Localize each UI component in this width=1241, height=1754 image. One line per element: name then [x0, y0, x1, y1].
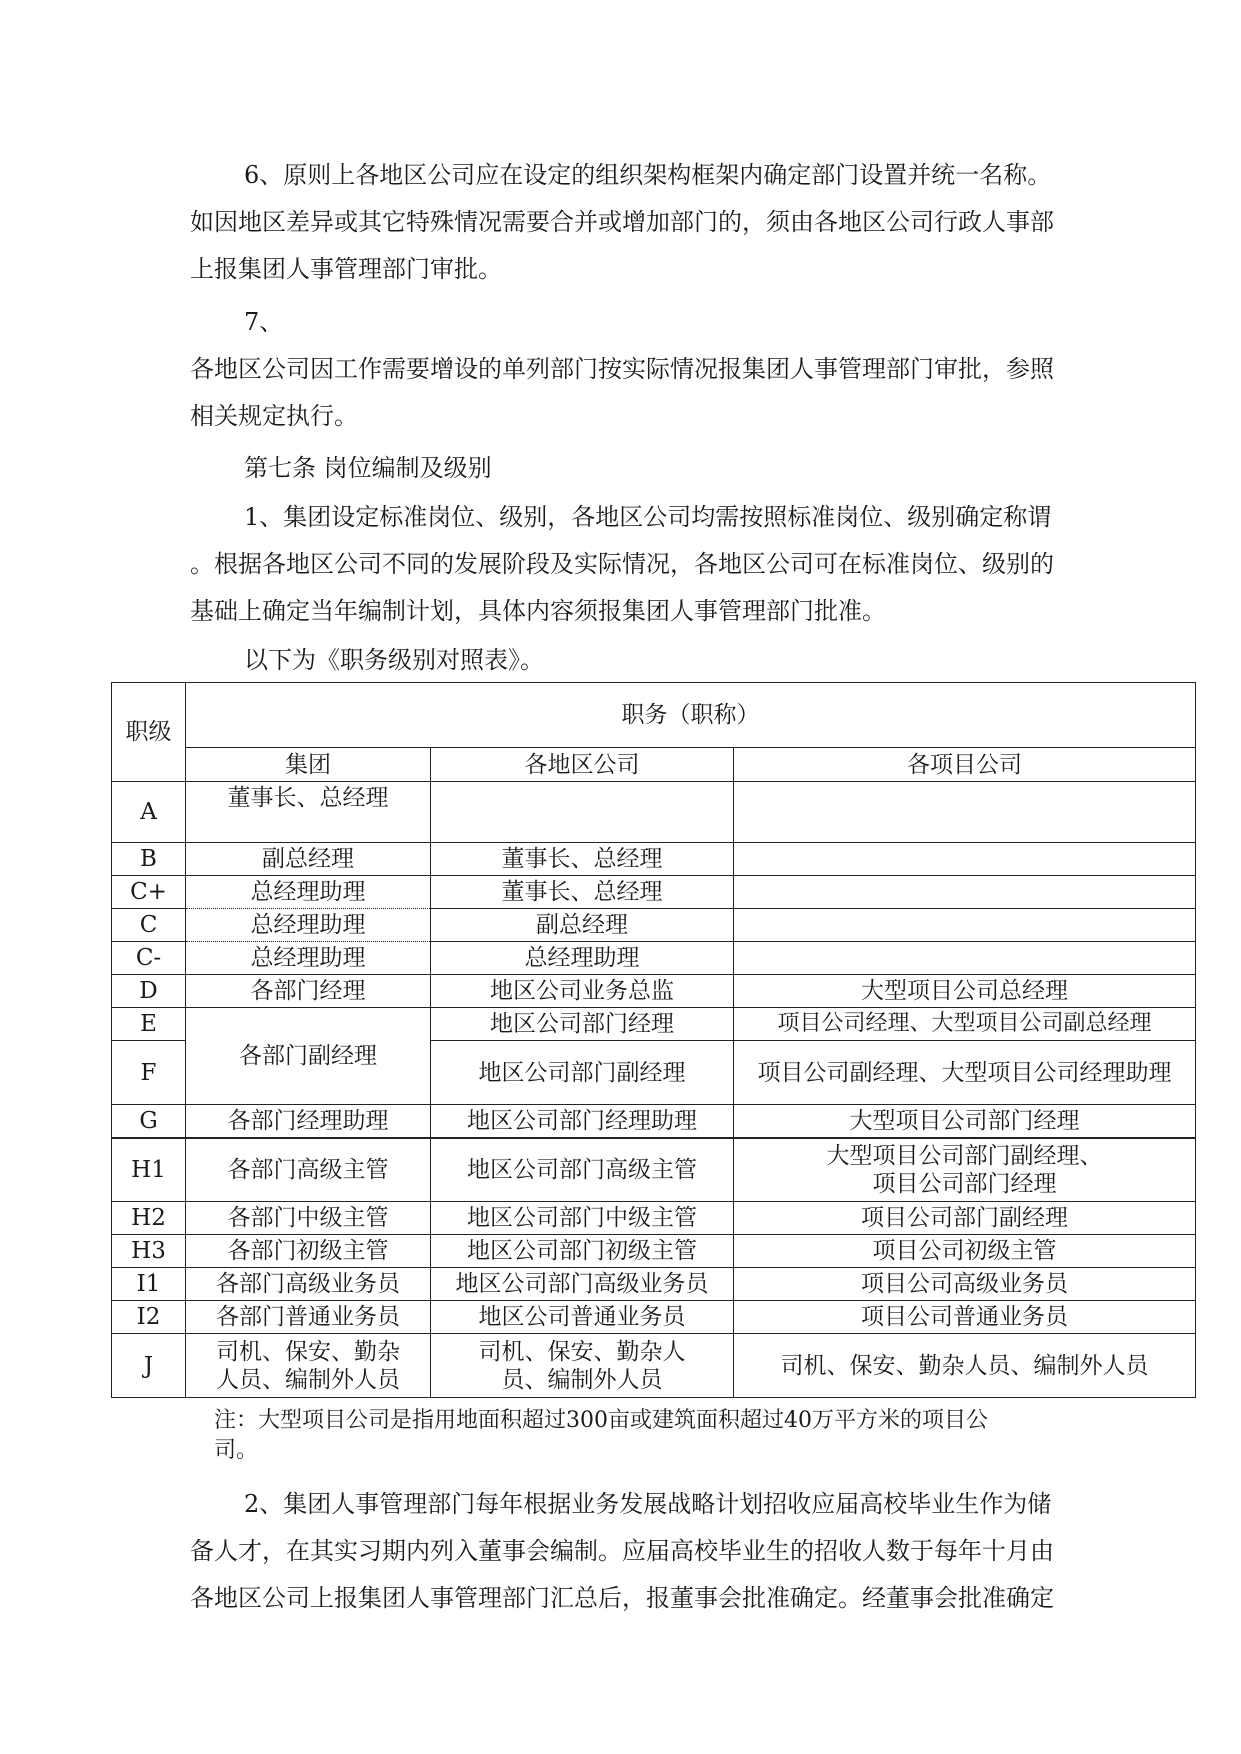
- row-b-region: 董事长、总经理: [431, 843, 734, 876]
- para6-line2: 如因地区差异或其它特殊情况需要合并或增加部门的，须由各地区公司行政人事部: [190, 208, 1054, 236]
- row-i2-grade: I2: [112, 1301, 186, 1334]
- row-i2-project: 项目公司普通业务员: [734, 1301, 1196, 1334]
- row-cplus-region: 董事长、总经理: [431, 876, 734, 909]
- grade-table: [111, 682, 1196, 1398]
- row-g-group: 各部门经理助理: [186, 1105, 431, 1138]
- row-d-region: 地区公司业务总监: [431, 975, 734, 1008]
- row-i1-grade: I1: [112, 1268, 186, 1301]
- row-cminus-region: 总经理助理: [431, 942, 734, 975]
- para7-line2: 相关规定执行。: [190, 402, 358, 430]
- row-cminus-project: [734, 942, 1196, 975]
- row-h3-group: 各部门初级主管: [186, 1235, 431, 1268]
- table-intro: 以下为《职务级别对照表》。: [244, 646, 544, 674]
- table-note-line1: 注：大型项目公司是指用地面积超过300亩或建筑面积超过40万平方米的项目公: [214, 1408, 988, 1433]
- para1-line1: 1、集团设定标准岗位、级别，各地区公司均需按照标准岗位、级别确定称谓: [244, 503, 1052, 531]
- row-e-region: 地区公司部门经理: [431, 1008, 734, 1041]
- para6-line3: 上报集团人事管理部门审批。: [190, 255, 502, 283]
- row-cplus-group: 总经理助理: [186, 876, 431, 909]
- row-a-project: [734, 782, 1196, 843]
- para1-line3: 基础上确定当年编制计划，具体内容须报集团人事管理部门批准。: [190, 597, 886, 625]
- row-h3-region: 地区公司部门初级主管: [431, 1235, 734, 1268]
- para1-line2: 。根据各地区公司不同的发展阶段及实际情况，各地区公司可在标准岗位、级别的: [190, 550, 1054, 578]
- col-header-group: 集团: [186, 748, 431, 782]
- para2-line1: 2、集团人事管理部门每年根据业务发展战略计划招收应届高校毕业生作为储: [244, 1490, 1052, 1518]
- row-a-grade: A: [112, 782, 186, 843]
- row-cplus-project: [734, 876, 1196, 909]
- row-j-grade: J: [112, 1334, 186, 1398]
- row-c-grade: C: [112, 909, 186, 942]
- row-c-region: 副总经理: [431, 909, 734, 942]
- row-h1-group: 各部门高级主管: [186, 1138, 431, 1202]
- row-c-project: [734, 909, 1196, 942]
- para6-line1: 6、原则上各地区公司应在设定的组织架构框架内确定部门设置并统一名称。: [244, 161, 1052, 189]
- row-h1-grade: H1: [112, 1138, 186, 1202]
- row-h2-grade: H2: [112, 1202, 186, 1235]
- row-i2-region: 地区公司普通业务员: [431, 1301, 734, 1334]
- row-j-group: 司机、保安、勤杂人员、编制外人员: [186, 1334, 431, 1398]
- row-i1-region: 地区公司部门高级业务员: [431, 1268, 734, 1301]
- row-cplus-grade: C+: [112, 876, 186, 909]
- row-a-region: [431, 782, 734, 843]
- row-h2-project: 项目公司部门副经理: [734, 1202, 1196, 1235]
- row-i2-group: 各部门普通业务员: [186, 1301, 431, 1334]
- row-b-project: [734, 843, 1196, 876]
- row-d-group: 各部门经理: [186, 975, 431, 1008]
- row-cminus-group: 总经理助理: [186, 942, 431, 975]
- row-g-region: 地区公司部门经理助理: [431, 1105, 734, 1138]
- col-header-project: 各项目公司: [734, 748, 1196, 782]
- row-g-project: 大型项目公司部门经理: [734, 1105, 1196, 1138]
- row-b-group: 副总经理: [186, 843, 431, 876]
- para7-line1: 各地区公司因工作需要增设的单列部门按实际情况报集团人事管理部门审批，参照: [190, 355, 1054, 383]
- row-b-grade: B: [112, 843, 186, 876]
- row-d-project: 大型项目公司总经理: [734, 975, 1196, 1008]
- header-grade: 职级: [112, 683, 186, 782]
- row-c-group: 总经理助理: [186, 909, 431, 942]
- row-g-grade: G: [112, 1105, 186, 1138]
- para2-line3: 各地区公司上报集团人事管理部门汇总后，报董事会批准确定。经董事会批准确定: [190, 1584, 1054, 1612]
- row-h2-region: 地区公司部门中级主管: [431, 1202, 734, 1235]
- row-f-grade: F: [112, 1041, 186, 1105]
- row-j-project: 司机、保安、勤杂人员、编制外人员: [734, 1334, 1196, 1398]
- row-h2-group: 各部门中级主管: [186, 1202, 431, 1235]
- row-i1-project: 项目公司高级业务员: [734, 1268, 1196, 1301]
- row-e-project: 项目公司经理、大型项目公司副总经理: [734, 1008, 1196, 1041]
- col-header-region: 各地区公司: [431, 748, 734, 782]
- article-title: 第七条 岗位编制及级别: [244, 454, 492, 482]
- row-h1-region: 地区公司部门高级主管: [431, 1138, 734, 1202]
- para7-number: 7、: [244, 308, 284, 336]
- row-ef-group: 各部门副经理: [186, 1008, 431, 1105]
- para2-line2: 备人才，在其实习期内列入董事会编制。应届高校毕业生的招收人数于每年十月由: [190, 1537, 1054, 1565]
- row-f-project: 项目公司副经理、大型项目公司经理助理: [734, 1041, 1196, 1105]
- row-e-grade: E: [112, 1008, 186, 1041]
- row-cminus-grade: C-: [112, 942, 186, 975]
- row-d-grade: D: [112, 975, 186, 1008]
- row-a-group: 董事长、总经理: [186, 782, 431, 843]
- row-h1-project: 大型项目公司部门副经理、项目公司部门经理: [734, 1138, 1196, 1202]
- row-j-region: 司机、保安、勤杂人员、编制外人员: [431, 1334, 734, 1398]
- header-title: 职务（职称）: [186, 683, 1196, 748]
- row-i1-group: 各部门高级业务员: [186, 1268, 431, 1301]
- row-h3-project: 项目公司初级主管: [734, 1235, 1196, 1268]
- row-h3-grade: H3: [112, 1235, 186, 1268]
- table-note-line2: 司。: [214, 1438, 259, 1463]
- row-f-region: 地区公司部门副经理: [431, 1041, 734, 1105]
